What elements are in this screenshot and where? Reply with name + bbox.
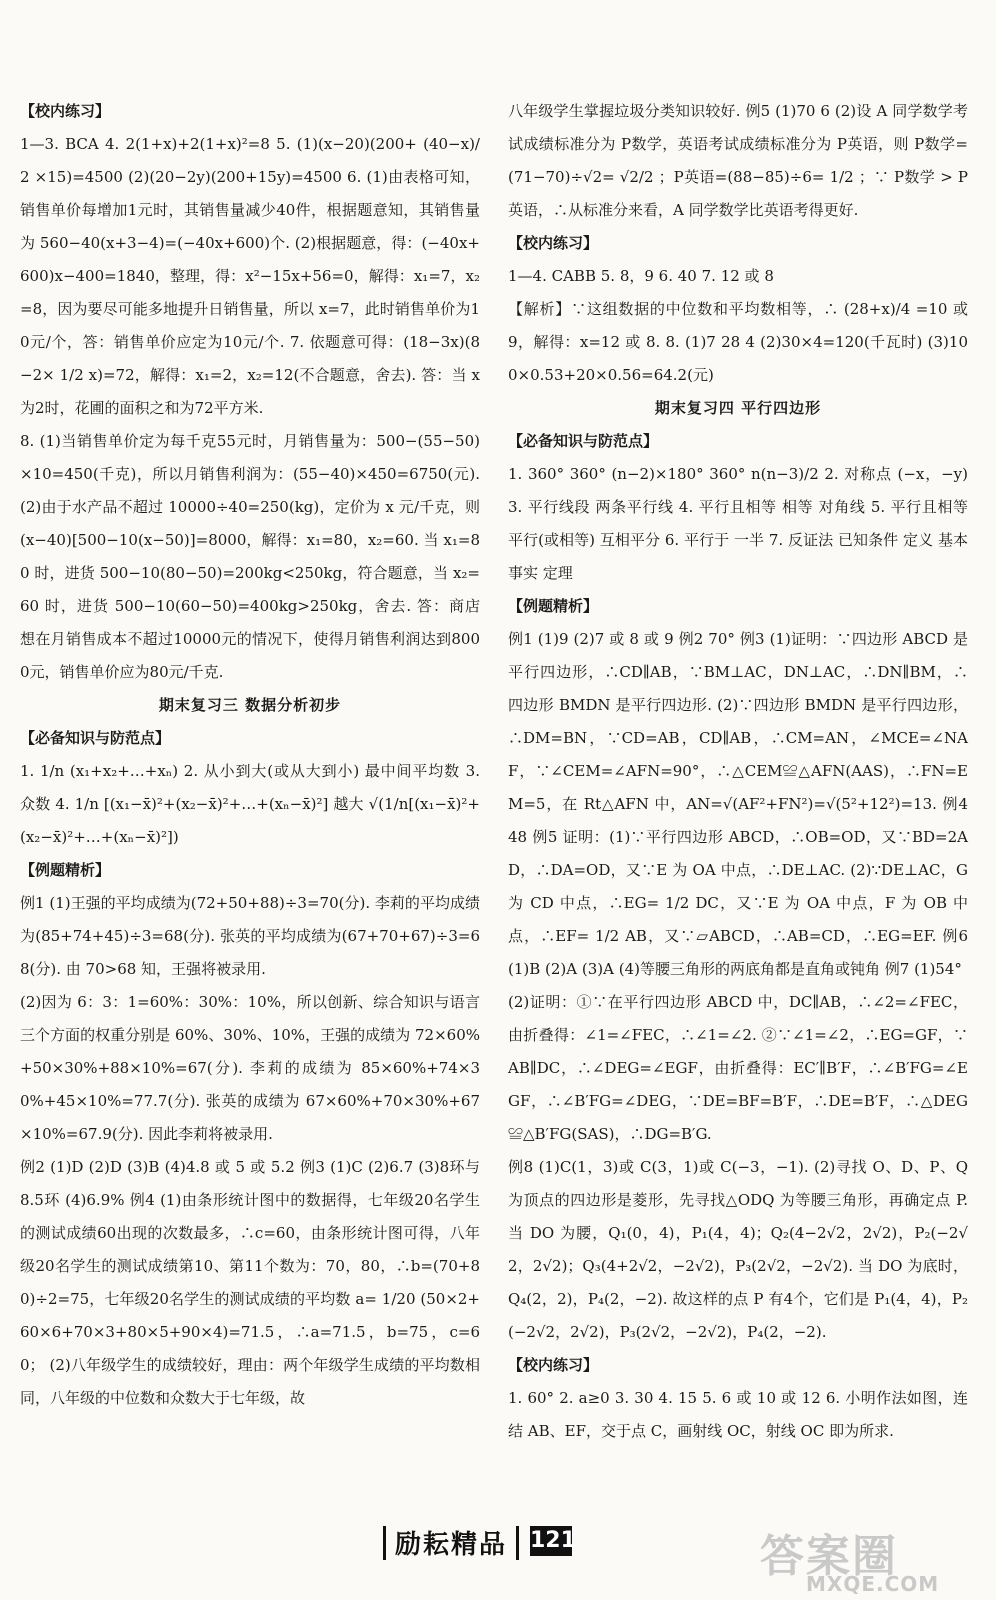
answer-paragraph: (2)证明：①∵在平行四边形 ABCD 中，DC∥AB，∴∠2=∠FEC，由折叠得：∠1=∠FEC，∴∠1=∠2. ②∵∠1=∠2，∴EG=GF，∵AB∥DC，∴∠DEG=∠EGF，由折叠得：EC′∥B′F，∴∠B′FG=∠EGF，∴∠B′FG=∠DEG，∵DE=BF=B′F，∴DE=B′F，∴△DEG≌△B′FG(SAS)，∴DG=B′G. [508, 993, 968, 1143]
section-heading: 【例题精析】 [508, 597, 599, 615]
section-heading: 【例题精析】 [20, 861, 111, 879]
answer-paragraph: 1—4. CABB 5. 8，9 6. 40 7. 12 或 8 [508, 267, 774, 285]
right-column [508, 95, 968, 1448]
chapter-title: 期末复习四 平行四边形 [654, 399, 822, 417]
section-heading: 【校内练习】 [508, 234, 599, 252]
section-heading: 【校内练习】 [20, 102, 111, 120]
answer-paragraph: 1. 1/n (x₁+x₂+…+xₙ) 2. 从小到大(或从大到小) 最中间平均数 3. 众数 4. 1/n [(x₁−x̄)²+(x₂−x̄)²+…+(xₙ−x̄)²] 越大 √(1/n[(x₁−x̄)²+(x₂−x̄)²+…+(xₙ−x̄)²]) [20, 762, 480, 846]
section-heading: 【校内练习】 [508, 1356, 599, 1374]
section-heading: 【必备知识与防范点】 [20, 729, 171, 747]
answer-paragraph: 8. (1)当销售单价定为每千克55元时，月销售量为：500−(55−50)×10=450(千克)，所以月销售利润为：(55−40)×450=6750(元). (2)由于水产品不超过 10000÷40=250(kg)，定价为 x 元/千克，则(x−40)[500−10(x−50)]=8000，解得：x₁=80，x₂=60. 当 x₁=80 时，进货 500−10(80−50)=200kg<250kg，符合题意，当 x₂=60 时，进货 500−10(60−50)=400kg>250kg，舍去. 答：商店想在月销售成本不超过10000元的情况下，使得月销售利润达到8000元，销售单价应为80元/千克. [20, 432, 480, 681]
answer-paragraph: 1. 360° 360° (n−2)×180° 360° n(n−3)/2 2. 对称点 (−x，−y) 3. 平行线段 两条平行线 4. 平行且相等 相等 对角线 5. 平行且相等 平行(或相等) 互相平分 6. 平行于 一半 7. 反证法 已知条件 定义 基本事实 定理 [508, 465, 968, 582]
watermark-logo [760, 1520, 990, 1596]
answer-paragraph: 例1 (1)9 (2)7 或 8 或 9 例2 70° 例3 (1)证明：∵四边形 ABCD 是平行四边形，∴CD∥AB，∵BM⊥AC，DN⊥AC，∴DN∥BM，∴四边形 BMDN 是平行四边形. (2)∵四边形 BMDN 是平行四边形，∴DM=BN，∵CD=AB，CD∥AB，∴CM=AN，∠MCE=∠NAF，∵∠CEM=∠AFN=90°，∴△CEM≌△AFN(AAS)，∴FN=EM=5，在 Rt△AFN 中，AN=√(AF²+FN²)=√(5²+12²)=13. 例4 48 例5 证明：(1)∵平行四边形 ABCD，∴OB=OD，又∵BD=2AD，∴DA=OD，又∵E 为 OA 中点，∴DE⊥AC. (2)∵DE⊥AC，G 为 CD 中点，∴EG= 1/2 DC，又∵E 为 OA 中点，F 为 OB 中点，∴EF= 1/2 AB，又∵▱ABCD，∴AB=CD，∴EG=EF. 例6 (1)B (2)A (3)A (4)等腰三角形的两底角都是直角或钝角 例7 (1)54° [508, 630, 968, 978]
answer-paragraph: 1. 60° 2. a≥0 3. 30 4. 15 5. 6 或 10 或 12 6. 小明作法如图，连结 AB、EF，交于点 C，画射线 OC，射线 OC 即为所求. [508, 1389, 968, 1440]
section-heading: 【必备知识与防范点】 [508, 432, 659, 450]
answer-paragraph: 例1 (1)王强的平均成绩为(72+50+88)÷3=70(分). 李莉的平均成绩为(85+74+45)÷3=68(分). 张英的平均成绩为(67+70+67)÷3=68(分). 由 70>68 知，王强将被录用. [20, 894, 480, 978]
answer-paragraph: (2)因为 6：3：1=60%：30%：10%，所以创新、综合知识与语言三个方面的权重分别是 60%、30%、10%，王强的成绩为 72×60%+50×30%+88×10%=67(分). 李莉的成绩为 85×60%+74×30%+45×10%=77.7(分). 张英的成绩为 67×60%+70×30%+67×10%=67.9(分). 因此李莉将被录用. [20, 993, 480, 1143]
brand-logo: 励耘精品 [395, 1524, 507, 1561]
watermark-url: MXQE.COM [806, 1572, 940, 1596]
answer-paragraph: 【解析】∵这组数据的中位数和平均数相等，∴ (28+x)/4 =10 或 9，解得：x=12 或 8. 8. (1)7 28 4 (2)30×4=120(千瓦时) (3)100×0.53+20×0.56=64.2(元) [508, 300, 968, 384]
answer-paragraph: 1—3. BCA 4. 2(1+x)+2(1+x)²=8 5. (1)(x−20)(200+ (40−x)/2 ×15)=4500 (2)(20−2y)(200+15y)=4500 6. (1)由表格可知，销售单价每增加1元时，其销售量减少40件，根据题意知，其销售量为 560−40(x+3−4)=(−40x+600)个. (2)根据题意，得：(−40x+600)x−400=1840，整理，得：x²−15x+56=0，解得：x₁=7，x₂=8，因为要尽可能多地提升日销售量，所以 x=7，此时销售单价为10元/个，答：销售单价应定为10元/个. 7. 依题意可得：(18−3x)(8−2× 1/2 x)=72，解得：x₁=2，x₂=12(不合题意，舍去). 答：当 x 为2时，花圃的面积之和为72平方米. [20, 135, 480, 417]
answer-paragraph: 八年级学生掌握垃圾分类知识较好. 例5 (1)70 6 (2)设 A 同学数学考试成绩标准分为 P数学，英语考试成绩标准分为 P英语，则 P数学=(71−70)÷√2= √2/2 ；P英语=(88−85)÷6= 1/2 ；∵ P数学 > P英语，∴从标准分来看，A 同学数学比英语考得更好. [508, 102, 968, 219]
watermark-logo-text: 答案圈 [760, 1531, 898, 1582]
page-number: 121 [530, 1526, 572, 1556]
answer-paragraph: 例2 (1)D (2)D (3)B (4)4.8 或 5 或 5.2 例3 (1)C (2)6.7 (3)8环与8.5环 (4)6.9% 例4 (1)由条形统计图中的数据得，七年级20名学生的测试成绩60出现的次数最多，∴c=60，由条形统计图可得，八年级20名学生的测试成绩第10、第11个数为：70，80，∴b=(70+80)÷2=75，七年级20名学生的测试成绩的平均数 a= 1/20 (50×2+60×6+70×3+80×5+90×4)=71.5，∴a=71.5，b=75，c=60； (2)八年级学生的成绩较好，理由：两个年级学生成绩的平均数相同，八年级的中位数和众数大于七年级，故 [20, 1158, 480, 1407]
left-column [20, 95, 480, 1415]
chapter-title: 期末复习三 数据分析初步 [158, 696, 342, 714]
answer-paragraph: 例8 (1)C(1，3)或 C(3，1)或 C(−3，−1). (2)寻找 O、D、P、Q 为顶点的四边形是菱形，先寻找△ODQ 为等腰三角形，再确定点 P. 当 DO 为腰，Q₁(0，4)，P₁(4，4)；Q₂(4−2√2，2√2)，P₂(−2√2，2√2)；Q₃(4+2√2，−2√2)，P₃(2√2，−2√2). 当 DO 为底时，Q₄(2，2)，P₄(2，−2). 故这样的点 P 有4个，它们是 P₁(4，4)，P₂(−2√2，2√2)，P₃(2√2，−2√2)，P₄(2，−2). [508, 1158, 968, 1341]
